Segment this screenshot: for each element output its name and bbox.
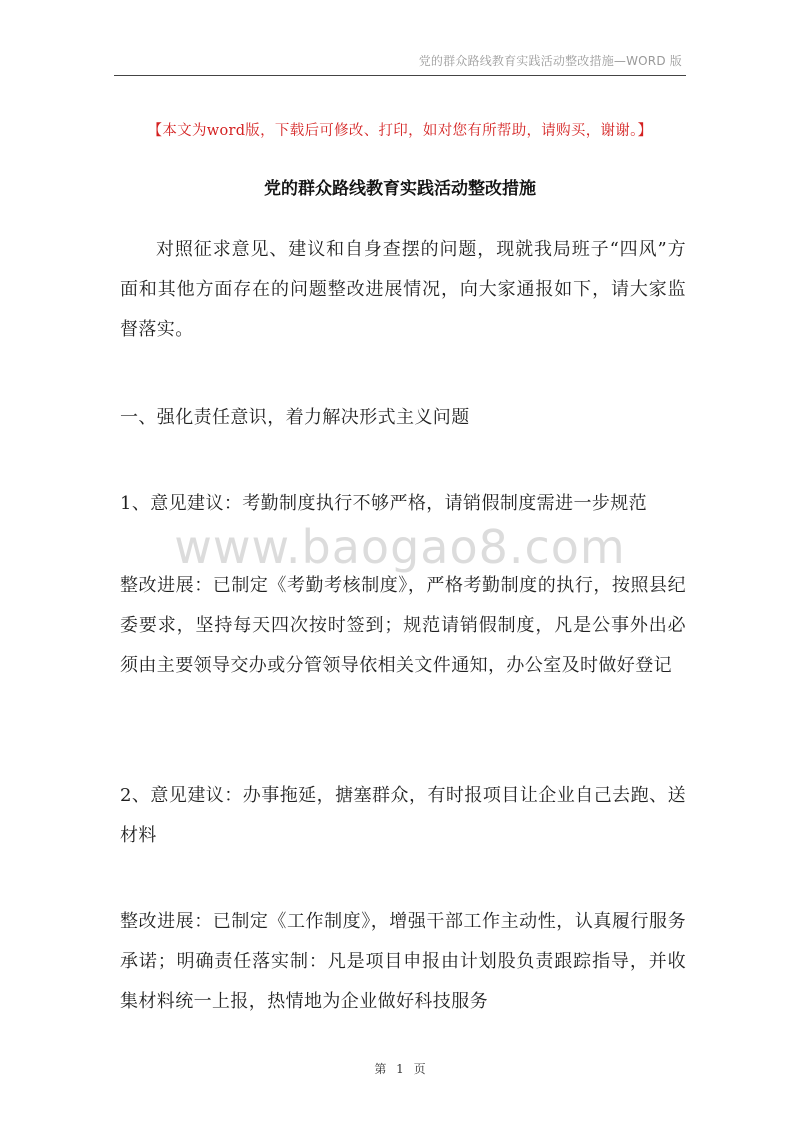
header-divider (114, 75, 686, 76)
page-number: 1 (396, 1062, 404, 1076)
document-title: 党的群众路线教育实践活动整改措施 (264, 179, 536, 199)
item-2-suggestion: 2、意见建议：办事拖延，搪塞群众，有时报项目让企业自己去跑、送材料 (120, 785, 686, 846)
item-2-progress: 整改进展：已制定《工作制度》，增强干部工作主动性，认真履行服务承诺；明确责任落实制：凡是项目申报由计划股负责跟踪指导，并收集材料统一上报，热情地为企业做好科技服务 (120, 911, 686, 1012)
footer-prefix: 第 (374, 1062, 387, 1076)
item-1-progress: 整改进展：已制定《考勤考核制度》，严格考勤制度的执行，按照县纪委要求，坚持每天四次按时签到；规范请销假制度，凡是公事外出必须由主要领导交办或分管领导依相关文件通知，办公室及时做好登记 (120, 575, 686, 676)
download-notice: 【本文为word版，下载后可修改、打印，如对您有所帮助，请购买，谢谢。】 (147, 123, 653, 139)
section-heading-1: 一、强化责任意识，着力解决形式主义问题 (120, 407, 470, 428)
intro-paragraph: 对照征求意见、建议和自身查摆的问题，现就我局班子“四风”方面和其他方面存在的问题整改进展情况，向大家通报如下，请大家监督落实。 (120, 239, 686, 340)
item-1-suggestion: 1、意见建议：考勤制度执行不够严格，请销假制度需进一步规范 (120, 493, 648, 514)
watermark: www.baogao8.com (174, 520, 626, 574)
footer-suffix: 页 (413, 1062, 426, 1076)
running-header-title: 党的群众路线教育实践活动整改措施—WORD 版 (418, 54, 682, 68)
page-footer (0, 1060, 800, 1077)
